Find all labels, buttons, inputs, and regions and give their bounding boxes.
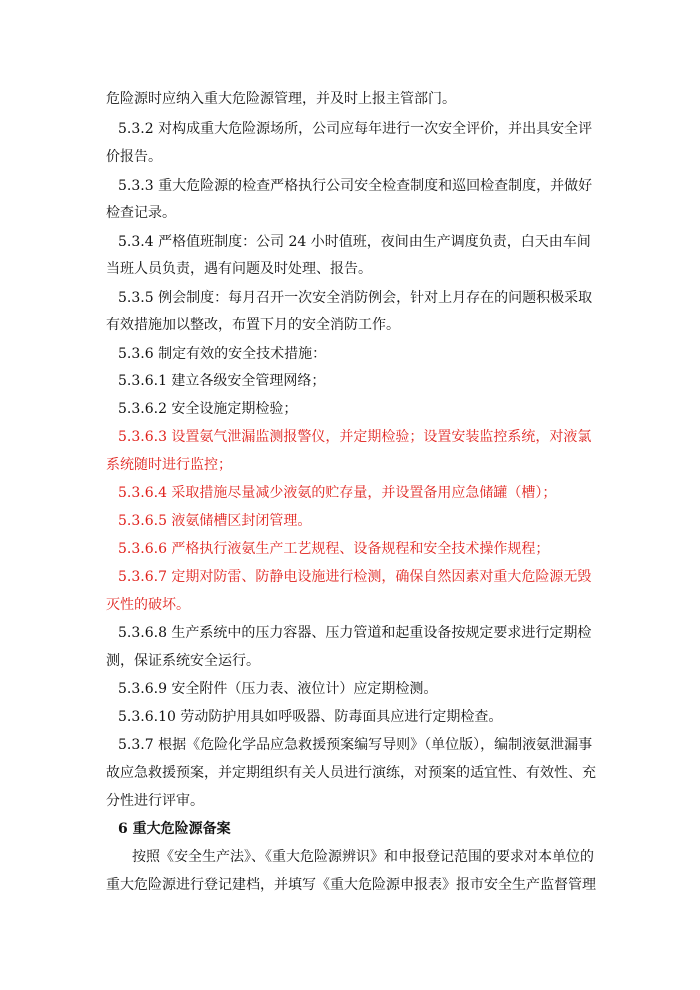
text-line: 5.3.5 例会制度：每月召开一次安全消防例会，针对上月存在的问题积极采取 xyxy=(118,290,593,306)
text-line: 测，保证系统安全运行。 xyxy=(106,653,260,669)
text-line: 5.3.4 严格值班制度：公司 24 小时值班，夜间由生产调度负责，白天由车间 xyxy=(118,234,591,250)
text-line: 5.3.6.1 建立各级安全管理网络； xyxy=(118,373,326,389)
highlighted-text-line: 5.3.6.4 采取措施尽量减少液氨的贮存量，并设置备用应急储罐（槽）； xyxy=(118,485,557,501)
text-line: 当班人员负责，遇有问题及时处理、报告。 xyxy=(106,261,372,277)
text-line: 5.3.6.10 劳动防护用具如呼吸器、防毒面具应进行定期检查。 xyxy=(118,709,503,725)
text-line: 5.3.3 重大危险源的检查严格执行公司安全检查制度和巡回检查制度，并做好 xyxy=(118,178,593,194)
highlighted-text-line: 灭性的破坏。 xyxy=(106,597,190,613)
text-line: 检查记录。 xyxy=(106,205,176,221)
text-line: 5.3.6 制定有效的安全技术措施： xyxy=(118,346,327,362)
section-heading: 6 重大危险源备案 xyxy=(118,821,231,837)
highlighted-text-line: 5.3.6.6 严格执行液氨生产工艺规程、设备规程和安全技术操作规程； xyxy=(118,541,550,557)
highlighted-text-line: 5.3.6.3 设置氨气泄漏监测报警仪，并定期检验；设置安装监控系统，对液氯 xyxy=(118,429,592,445)
text-line: 重大危险源进行登记建档，并填写《重大危险源申报表》报市安全生产监督管理 xyxy=(106,877,596,893)
text-line: 故应急救援预案，并定期组织有关人员进行演练，对预案的适宜性、有效性、充 xyxy=(106,765,596,781)
text-line: 5.3.7 根据《危险化学品应急救援预案编写导则》（单位版），编制液氨泄漏事 xyxy=(118,737,593,753)
highlighted-text-line: 系统随时进行监控； xyxy=(106,457,232,473)
text-line: 有效措施加以整改，布置下月的安全消防工作。 xyxy=(106,317,400,333)
text-line: 危险源时应纳入重大危险源管理，并及时上报主管部门。 xyxy=(106,91,456,107)
text-line: 按照《安全生产法》、《重大危险源辨识》和申报登记范围的要求对本单位的 xyxy=(132,849,594,865)
text-line: 5.3.6.8 生产系统中的压力容器、压力管道和起重设备按规定要求进行定期检 xyxy=(118,625,592,641)
highlighted-text-line: 5.3.6.7 定期对防雷、防静电设施进行检测，确保自然因素对重大危险源无毁 xyxy=(118,569,592,585)
text-line: 价报告。 xyxy=(106,149,162,165)
highlighted-text-line: 5.3.6.5 液氨储槽区封闭管理。 xyxy=(118,513,312,529)
text-line: 5.3.6.9 安全附件（压力表、液位计）应定期检测。 xyxy=(118,681,438,697)
text-line: 5.3.2 对构成重大危险源场所，公司应每年进行一次安全评价，并出具安全评 xyxy=(118,121,593,137)
text-line: 分性进行评审。 xyxy=(106,793,204,809)
text-line: 5.3.6.2 安全设施定期检验； xyxy=(118,401,298,417)
